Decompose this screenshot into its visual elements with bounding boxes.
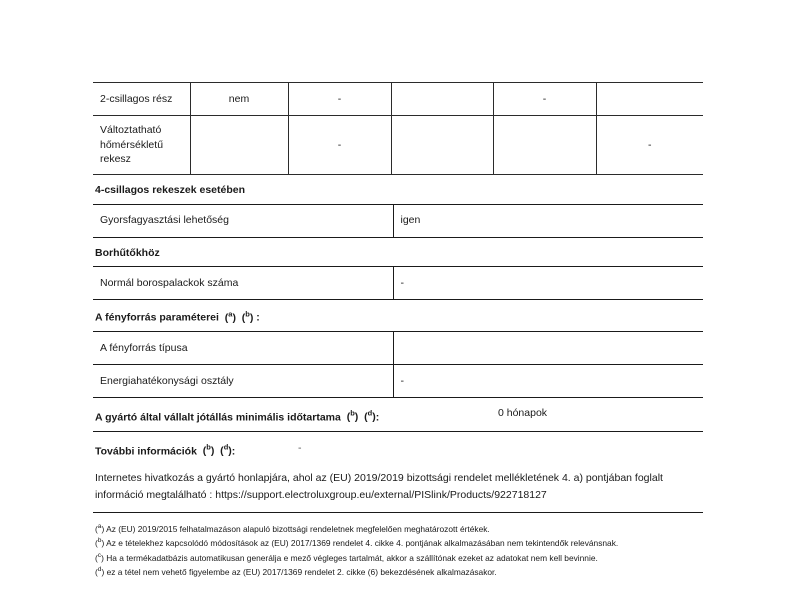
row-label: Gyorsfagyasztási lehetőség	[93, 204, 393, 237]
warranty-label-text: A gyártó által vállalt jótállás minimális időtartama	[95, 411, 341, 424]
table-row	[93, 83, 703, 116]
section-heading-four-star: 4-csillagos rekeszek esetében	[95, 184, 246, 196]
footnote-ref-b: ($^b$)	[343, 408, 359, 424]
row-cell-2: -	[288, 116, 391, 175]
row-cell-1: nem	[190, 83, 288, 116]
row-value	[393, 332, 703, 365]
row-cell-4: -	[493, 83, 596, 116]
footnotes-block	[93, 513, 703, 580]
table-row	[93, 267, 703, 300]
footnote-d: ($^d$) ez a tétel nem vehető figyelembe az (EU) 2017/1369 rendelet 2. cikke (6) bekezdésének alkalmazásakor.	[95, 566, 497, 577]
further-info-label	[95, 443, 235, 458]
row-value: -	[393, 365, 703, 398]
footnote-b: ($^b$) Az e tételekhez kapcsolódó módosítások az (EU) 2017/1369 rendelet 4. cikke 4. pontjának alkalmazásában nem tekintendők relevánsnak.	[95, 537, 619, 549]
row-cell-1	[190, 116, 288, 175]
row-label: Energiahatékonysági osztály	[93, 365, 393, 398]
footnote-ref-a: ($^a$)	[221, 309, 236, 324]
footnote-d-text: ) ez a tétel nem vehető figyelembe az (EU) 2017/1369 rendelet 2. cikke (6) bekezdésének alkalmazásakor.	[101, 566, 497, 577]
footnote-marker-c: c	[97, 551, 102, 559]
footnote-ref-d: ($^d$)	[217, 442, 232, 458]
section-heading-light-source	[93, 300, 703, 331]
row-label: Változtatható hőmérsékletű rekesz	[93, 116, 190, 175]
light-source-table	[93, 331, 703, 398]
warranty-label	[95, 409, 379, 424]
warranty-row	[93, 398, 703, 432]
row-value: igen	[393, 204, 703, 237]
table-row	[93, 116, 703, 175]
section-heading-wine-storage: Borhűtőkhöz	[95, 246, 160, 259]
warranty-label-suffix: :	[375, 411, 380, 424]
footnote-marker-d: d	[97, 566, 102, 574]
further-info-value: -	[298, 442, 302, 455]
footnote-c: ($^c$) Ha a termékadatbázis automatikusan generálja e mező végleges tartalmát, akkor a szállítónak ezeket az adatokat nem kell bevinnie.	[95, 551, 598, 563]
footnote-marker-b: b	[97, 537, 102, 545]
section-heading-light-source-text: A fényforrás paraméterei	[95, 311, 219, 324]
four-star-table	[93, 204, 703, 238]
footnote-ref-b: ($^b$)	[199, 442, 215, 458]
product-information-sheet	[93, 82, 703, 580]
row-value: -	[393, 267, 703, 300]
footnote-a: ($^a$) Az (EU) 2019/2015 felhatalmazáson alapuló bizottsági rendeletnek megfelelően meghatározott értékek.	[95, 522, 490, 534]
row-cell-4	[493, 116, 596, 175]
section-heading-light-source-suffix: :	[253, 311, 260, 324]
footnote-ref-d: ($^d$)	[361, 408, 376, 424]
manufacturer-website-note: Internetes hivatkozás a gyártó honlapjára, ahol az (EU) 2019/2019 bizottsági rendelet mellékletének 4. a) pontjában foglalt információ megtalálható : https://support.electroluxgroup.eu/external/PISlink/Products/922718127	[93, 463, 703, 513]
row-cell-5: -	[596, 116, 703, 175]
footnote-marker-a: a	[97, 522, 102, 530]
footnote-a-text: ) Az (EU) 2019/2015 felhatalmazáson alapuló bizottsági rendeletnek megfelelően meghatározott értékek.	[101, 523, 490, 534]
table-row	[93, 332, 703, 365]
compartment-parameters-table	[93, 82, 703, 175]
warranty-value: 0 hónapok	[498, 407, 548, 420]
row-label: A fényforrás típusa	[93, 332, 393, 365]
row-label: Normál borospalackok száma	[93, 267, 393, 300]
row-cell-5	[596, 83, 703, 116]
row-label: 2-csillagos rész	[93, 83, 190, 116]
row-cell-3	[391, 83, 493, 116]
further-info-label-suffix: :	[231, 445, 236, 458]
row-cell-3	[391, 116, 493, 175]
table-row	[93, 204, 703, 237]
table-row	[93, 365, 703, 398]
wine-storage-table	[93, 266, 703, 300]
row-cell-2: -	[288, 83, 391, 116]
footnote-c-text: ) Ha a termékadatbázis automatikusan generálja e mező végleges tartalmát, akkor a szállítónak ezeket az adatokat nem kell bevinnie.	[101, 552, 598, 563]
further-info-label-text: További információk	[95, 445, 197, 458]
footnote-b-text: ) Az e tételekhez kapcsolódó módosítások az (EU) 2017/1369 rendelet 4. cikke 4. pontjának alkalmazásában nem tekintendők relevánsnak.	[101, 538, 619, 549]
further-info-row	[93, 432, 703, 463]
footnote-ref-b: ($^b$)	[238, 309, 254, 324]
